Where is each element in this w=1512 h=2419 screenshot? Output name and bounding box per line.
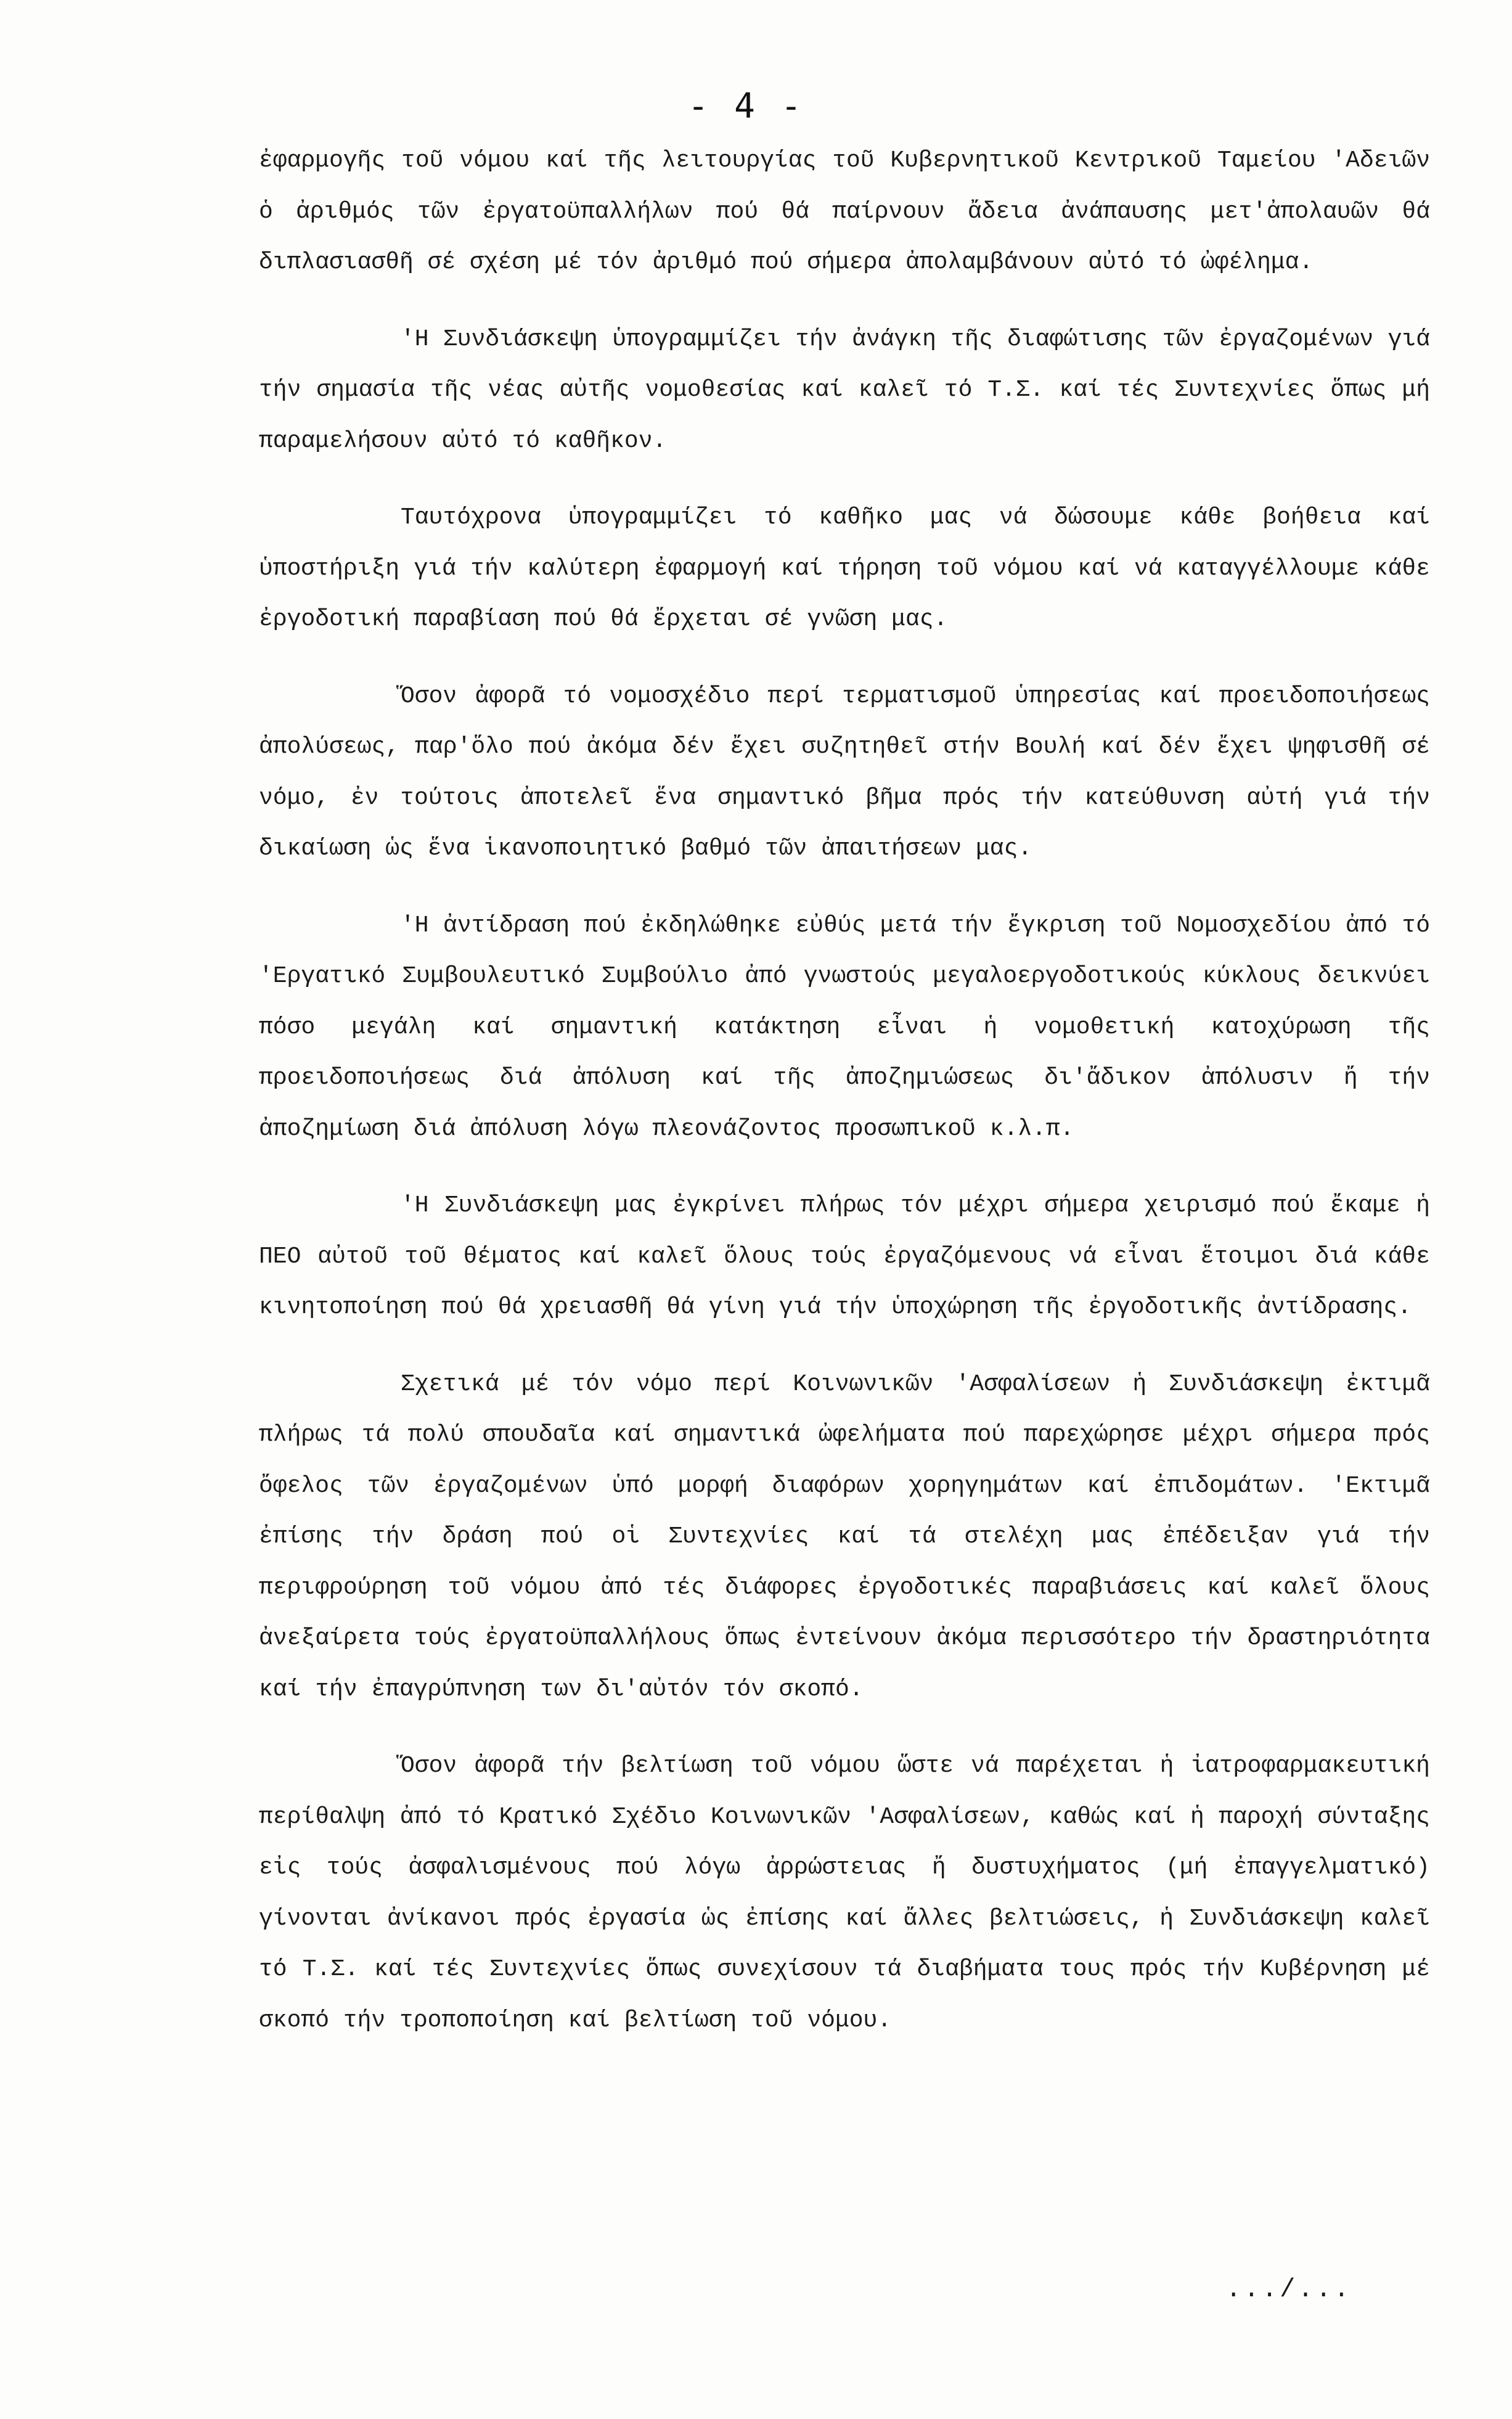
paragraph-application-of-law: ἐφαρμογῆς τοῦ νόμου καί τῆς λειτουργίας τοῦ Κυβερνητικοῦ Κεντρικοῦ Ταμείου 'Αδειῶν ὁ ἀριθμός τῶν ἐργατοϋπαλλήλων πού θά παίρνουν ἄδεια ἀνάπαυσης μετ'ἀπολαυῶν θά διπλασιασθῆ σέ σχέση μέ τόν ἀριθμό πού σήμερα ἀπολαμβάνουν αὐτό τό ὠφέλημα. [259,147,1430,276]
paragraph-peo-handling: 'Η Συνδιάσκεψη μας ἐγκρίνει πλήρως τόν μέχρι σήμερα χειρισμό πού ἔκαμε ἡ ΠΕΟ αὐτοῦ τοῦ θέματος καί καλεῖ ὅλους τούς ἐργαζόμενους νά εἶναι ἕτοιμοι διά κάθε κινητοποίηση πού θά χρειασθῆ θά γίνη γιά τήν ὑποχώρηση τῆς ἐργοδοτικῆς ἀντίδρασης. [259,1192,1430,1320]
paragraph-termination-bill: Ὅσον ἀφορᾶ τό νομοσχέδιο περί τερματισμοῦ ὑπηρεσίας καί προειδοποιήσεως ἀπολύσεως, παρ'ὅλο πού ἀκόμα δέν ἔχει συζητηθεῖ στήν Βουλή καί δέν ἔχει ψηφισθῆ σέ νόμο, ἐν τούτοις ἀποτελεῖ ἕνα σημαντικό βῆμα πρός τήν κατεύθυνση αὐτή γιά τήν δικαίωση ὡς ἕνα ἱκανοποιητικό βαθμό τῶν ἀπαιτήσεων μας. [259,682,1430,862]
paragraph-enlightenment-of-workers: 'Η Συνδιάσκεψη ὑπογραμμίζει τήν ἀνάγκη τῆς διαφώτισης τῶν ἐργαζομένων γιά τήν σημασία τῆς νέας αὐτῆς νομοθεσίας καί καλεῖ τό Τ.Σ. καί τές Συντεχνίες ὅπως μή παραμελήσουν αὐτό τό καθῆκον. [259,325,1430,454]
document-body [259,136,1430,2072]
paragraph-employer-reaction: 'Η ἀντίδραση πού ἐκδηλώθηκε εὐθύς μετά τήν ἔγκριση τοῦ Νομοσχεδίου ἀπό τό 'Εργατικό Συμβουλευτικό Συμβούλιο ἀπό γνωστούς μεγαλοεργοδοτικούς κύκλους δεικνύει πόσο μεγάλη καί σημαντική κατάκτηση εἶναι ἡ νομοθετική κατοχύρωση τῆς προειδοποιήσεως διά ἀπόλυση καί τῆς ἀποζημιώσεως δι'ἄδικον ἀπόλυσιν ἤ τήν ἀποζημίωση διά ἀπόλυση λόγω πλεονάζοντος προσωπικοῦ κ.λ.π. [259,912,1430,1142]
continuation-mark: .../... [1225,2275,1352,2304]
paragraph-law-improvement: Ὅσον ἀφορᾶ τήν βελτίωση τοῦ νόμου ὥστε νά παρέχεται ἡ ἰατροφαρμακευτική περίθαλψη ἀπό τό Κρατικό Σχέδιο Κοινωνικῶν 'Ασφαλίσεων, καθώς καί ἡ παροχή σύνταξης εἰς τούς ἀσφαλισμένους πού λόγω ἀρρώστειας ἤ δυστυχήματος (μή ἐπαγγελματικό) γίνονται ἀνίκανοι πρός ἐργασία ὡς ἐπίσης καί ἄλλες βελτιώσεις, ἡ Συνδιάσκεψη καλεῖ τό Τ.Σ. καί τές Συντεχνίες ὅπως συνεχίσουν τά διαβήματα τους πρός τήν Κυβέρνηση μέ σκοπό τήν τροποποίηση καί βελτίωση τοῦ νόμου. [259,1753,1430,2034]
paragraph-support-and-reporting: Ταυτόχρονα ὑπογραμμίζει τό καθῆκο μας νά δώσουμε κάθε βοήθεια καί ὑποστήριξη γιά τήν καλύτερη ἐφαρμογή καί τήρηση τοῦ νόμου καί νά καταγγέλλουμε κάθε ἐργοδοτική παραβίαση πού θά ἔρχεται σέ γνῶση μας. [259,504,1430,632]
page-number: - 4 - [687,86,804,126]
paragraph-social-insurance: Σχετικά μέ τόν νόμο περί Κοινωνικῶν 'Ασφαλίσεων ἡ Συνδιάσκεψη ἐκτιμᾶ πλήρως τά πολύ σπουδαῖα καί σημαντικά ὠφελήματα πού παρεχώρησε μέχρι σήμερα πρός ὄφελος τῶν ἐργαζομένων ὑπό μορφή διαφόρων χορηγημάτων καί ἐπιδομάτων. 'Εκτιμᾶ ἐπίσης τήν δράση πού οἱ Συντεχνίες καί τά στελέχη μας ἐπέδειξαν γιά τήν περιφρούρηση τοῦ νόμου ἀπό τές διάφορες ἐργοδοτικές παραβιάσεις καί καλεῖ ὅλους ἀνεξαίρετα τούς ἐργατοϋπαλλήλους ὅπως ἐντείνουν ἀκόμα περισσότερο τήν δραστηριότητα καί τήν ἐπαγρύπνηση των δι'αὐτόν τόν σκοπό. [259,1370,1430,1703]
